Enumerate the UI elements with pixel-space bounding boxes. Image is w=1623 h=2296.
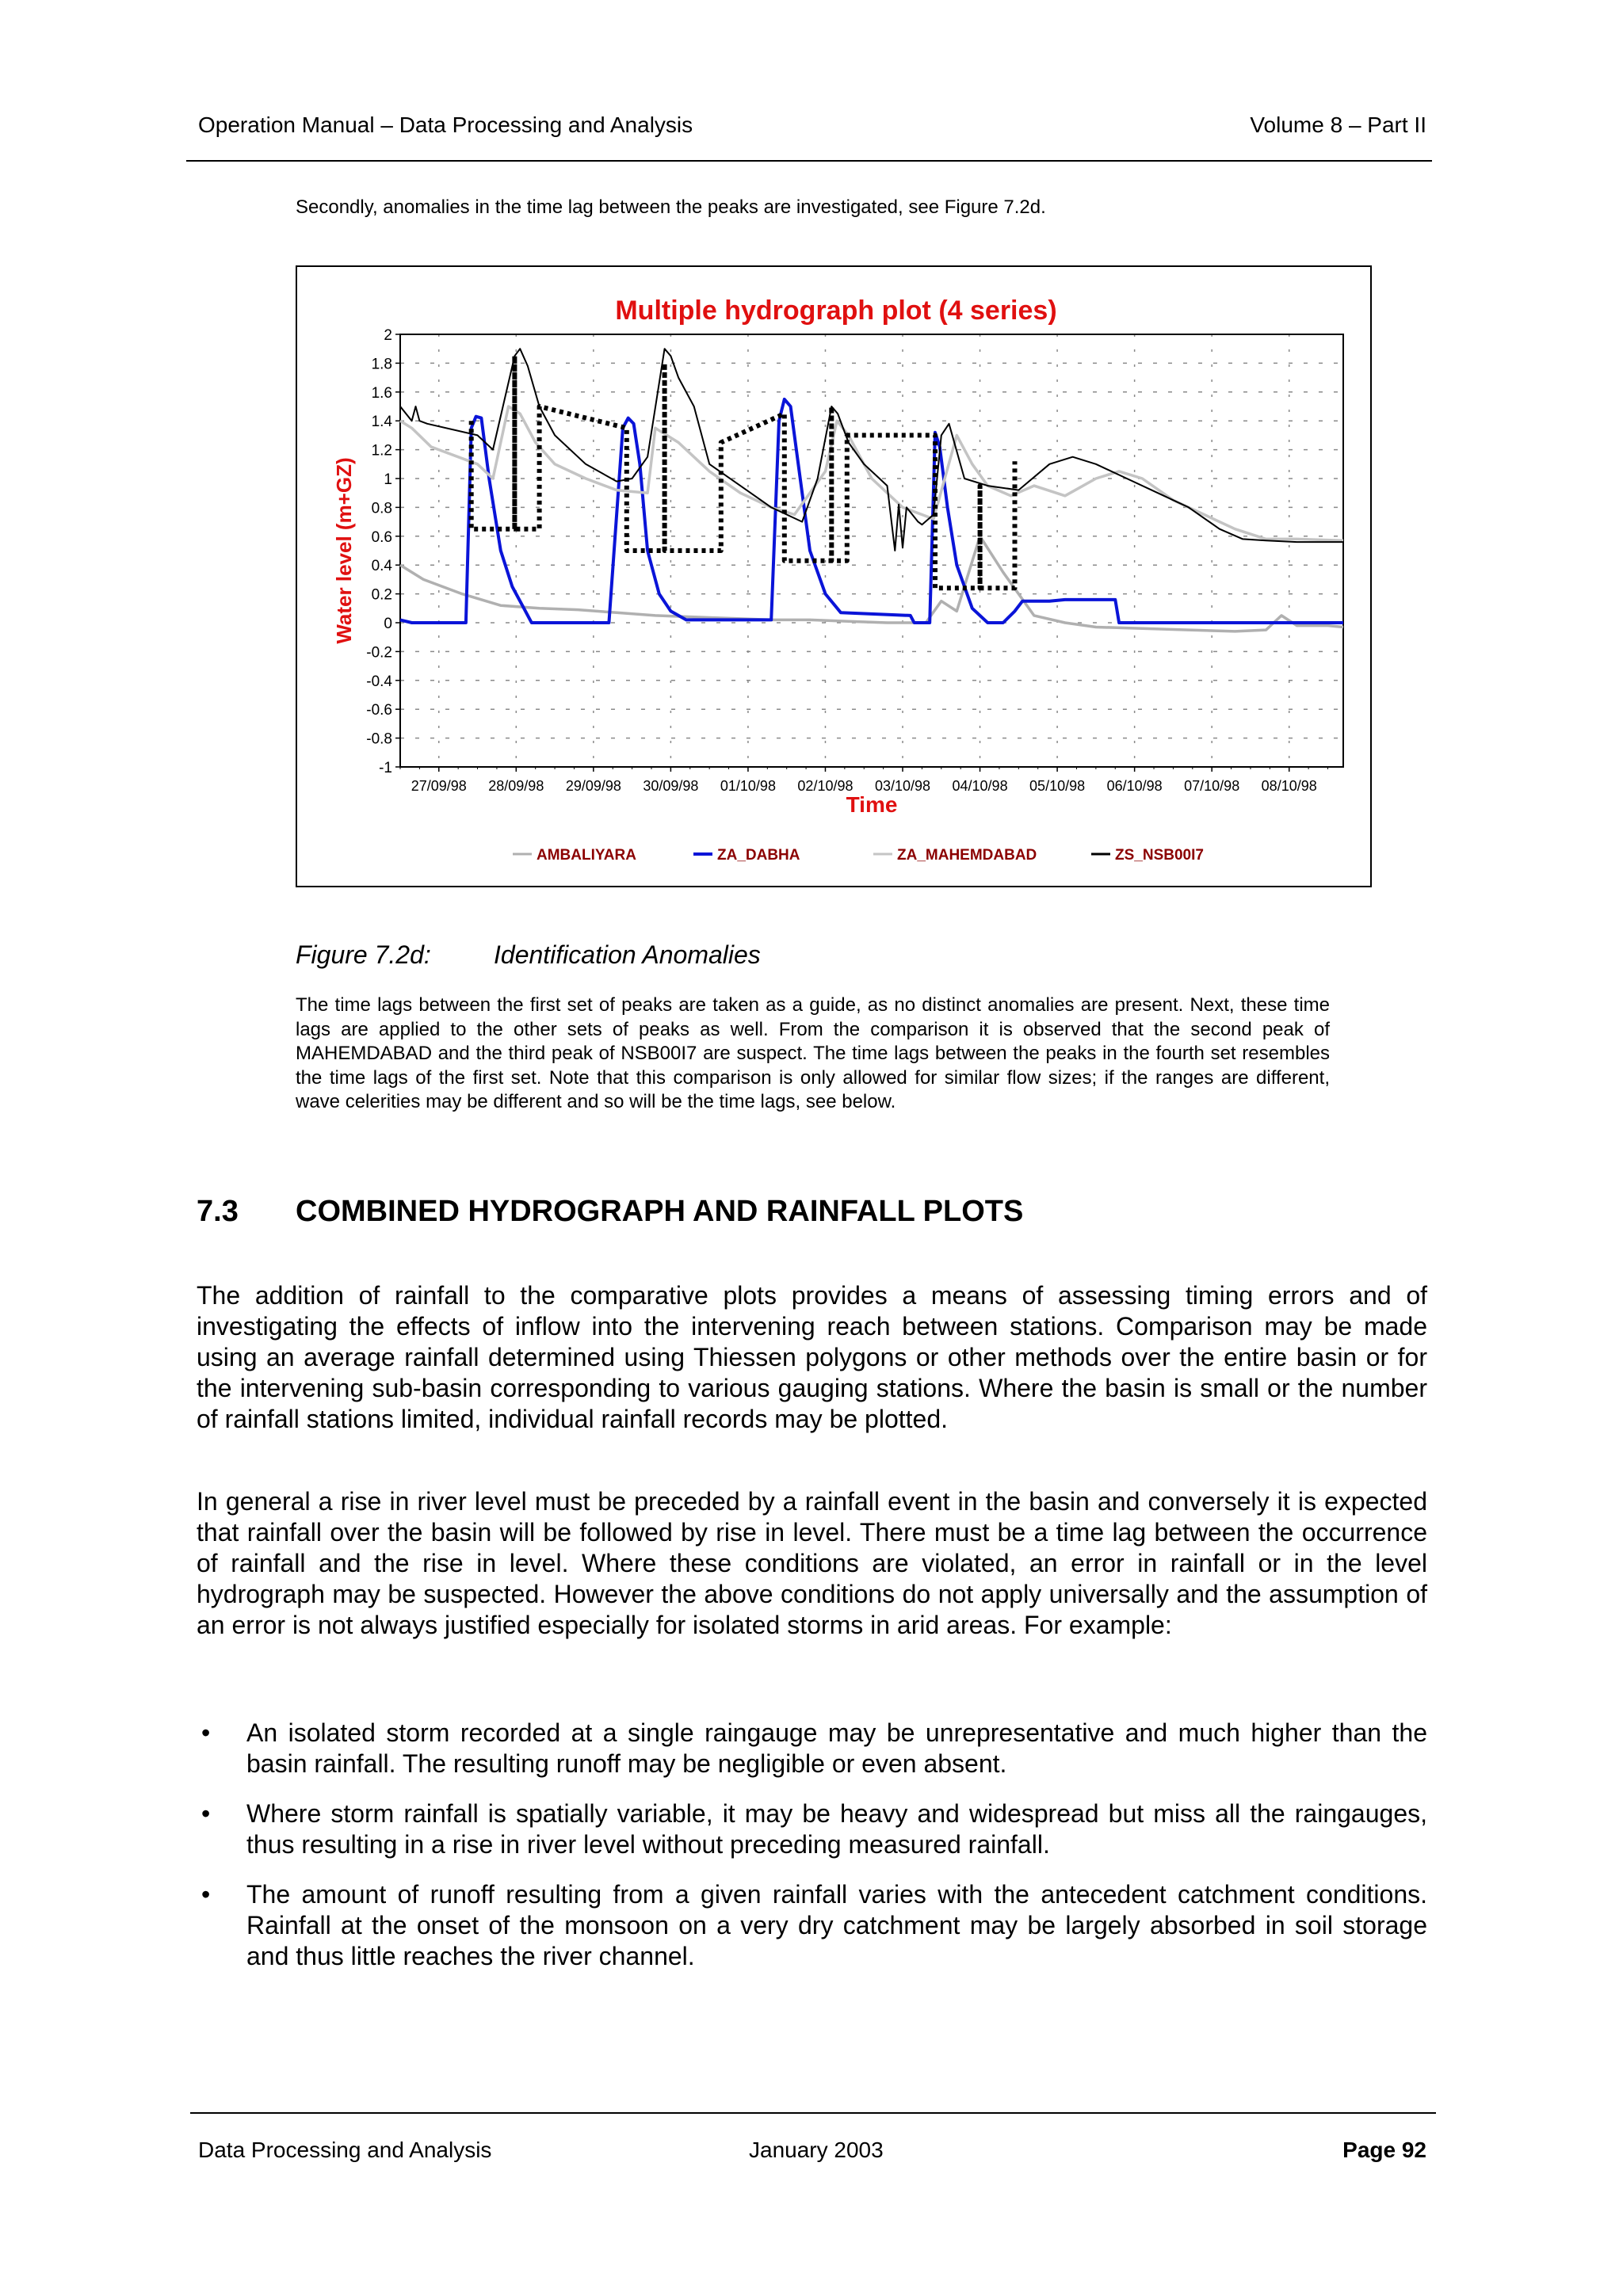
section-number: 7.3 xyxy=(197,1195,239,1228)
y-tick-label: -0.8 xyxy=(366,730,392,748)
x-tick-label: 29/09/98 xyxy=(565,778,621,794)
chart-legend xyxy=(513,847,1204,864)
series-line-ambaliyara xyxy=(400,536,1343,631)
y-tick-label: 1.2 xyxy=(371,442,392,460)
header-title: Operation Manual – Data Processing and Analysis xyxy=(198,113,693,137)
x-tick-label: 05/10/98 xyxy=(1029,778,1086,794)
footer-date: January 2003 xyxy=(749,2138,884,2162)
x-axis xyxy=(400,767,1327,794)
chart-grid xyxy=(400,334,1343,767)
y-tick-label: 1.4 xyxy=(371,414,392,431)
x-tick-label: 04/10/98 xyxy=(952,778,1008,794)
section-heading xyxy=(197,1195,1023,1229)
y-tick-label: 1.6 xyxy=(371,384,392,402)
x-tick-label: 02/10/98 xyxy=(797,778,854,794)
x-tick-label: 01/10/98 xyxy=(720,778,776,794)
bullet-glyph: • xyxy=(201,1718,211,1747)
x-tick-label: 03/10/98 xyxy=(874,778,931,794)
x-tick-label: 30/09/98 xyxy=(643,778,699,794)
series-line-za-mahemdabad xyxy=(400,406,1343,540)
y-tick-label: 0.4 xyxy=(371,558,392,575)
paragraph-1: The addition of rainfall to the comparative plots provides a means of assessing timing errors and of investigating the effects of inflow into the intervening reach between stations. Comparison may be made using an average rainfall determined using Thiessen polygons or other methods over the entire basin or for the intervening sub-basin corresponding to various gauging stations. Where the basin is small or the number of rainfall stations limited, individual rainfall records may be plotted. xyxy=(197,1281,1427,1433)
bullet-glyph: • xyxy=(201,1799,211,1828)
intro-text: Secondly, anomalies in the time lag between the peaks are investigated, see Figure 7.2d. xyxy=(296,196,1046,218)
bullet-text: An isolated storm recorded at a single raingauge may be unrepresentative and much higher than the basin rainfall. The resulting runoff may be negligible or even absent. xyxy=(246,1718,1427,1778)
chart-title: Multiple hydrograph plot (4 series) xyxy=(615,296,1057,326)
bullet-glyph: • xyxy=(201,1880,211,1909)
x-tick-label: 28/09/98 xyxy=(488,778,544,794)
y-tick-label: 1.8 xyxy=(371,356,392,373)
section-title: COMBINED HYDROGRAPH AND RAINFALL PLOTS xyxy=(296,1195,1024,1228)
y-tick-label: -1 xyxy=(379,760,392,776)
bullet-item-2 xyxy=(197,1798,1427,1860)
figure-description: The time lags between the first set of peaks are taken as a guide, as no distinct anomalies are present. Next, these time lags are applied to the other sets of peaks as well. From the comparison it is observed that the second peak of MAHEMDABAD and the third peak of NSB00I7 are suspect. The time lags between the peaks in the fourth set resembles the time lags of the first set. Note that this comparison is only allowed for similar flow sizes; if the ranges are different, wave celerities may be different and so will be the time lags, see below. xyxy=(296,994,1330,1112)
y-tick-label: -0.2 xyxy=(366,644,392,662)
footer-title: Data Processing and Analysis xyxy=(198,2138,492,2162)
y-tick-label: 0.6 xyxy=(371,528,392,546)
y-tick-label: 1 xyxy=(384,471,392,488)
hydrograph-chart xyxy=(296,265,1372,887)
bullet-list xyxy=(197,1718,1427,1991)
plot-area-frame xyxy=(400,334,1343,767)
y-tick-label: -0.6 xyxy=(366,702,392,719)
legend-label-za-mahemdabad: ZA_MAHEMDABAD xyxy=(897,847,1037,864)
y-tick-label: 0.2 xyxy=(371,586,392,604)
x-tick-label: 08/10/98 xyxy=(1261,778,1317,794)
chart-svg xyxy=(297,267,1370,886)
y-axis-label: Water level (m+GZ) xyxy=(332,457,356,644)
y-axis xyxy=(366,327,400,776)
bullet-item-1 xyxy=(197,1718,1427,1779)
x-tick-label: 07/10/98 xyxy=(1184,778,1240,794)
bullet-item-3 xyxy=(197,1879,1427,1972)
bullet-text: Where storm rainfall is spatially variable, it may be heavy and widespread but miss all the raingauges, thus resulting in a rise in river level without preceding measured rainfall. xyxy=(246,1799,1427,1859)
y-tick-label: 0.8 xyxy=(371,500,392,517)
header-rule xyxy=(186,160,1432,162)
footer-rule xyxy=(190,2112,1436,2114)
x-axis-label: Time xyxy=(846,792,898,817)
x-tick-label: 27/09/98 xyxy=(411,778,467,794)
legend-label-zs-nsb00i7: ZS_NSB00I7 xyxy=(1115,847,1204,864)
bullet-text: The amount of runoff resulting from a given rainfall varies with the antecedent catchment conditions. Rainfall at the onset of the monsoon on a very dry catchment may be largely absorbed in soil storage and thus little reaches the river channel. xyxy=(246,1880,1427,1970)
figure-caption-text: Identification Anomalies xyxy=(494,940,761,969)
page-number: Page 92 xyxy=(1342,2138,1426,2162)
legend-label-ambaliyara: AMBALIYARA xyxy=(537,847,636,864)
figure-caption-label: Figure 7.2d: xyxy=(296,940,431,969)
x-tick-label: 06/10/98 xyxy=(1106,778,1163,794)
y-tick-label: 0 xyxy=(384,616,392,632)
figure-caption xyxy=(296,940,761,970)
header-volume: Volume 8 – Part II xyxy=(1250,113,1426,137)
page-header xyxy=(198,113,1426,144)
y-tick-label: 2 xyxy=(384,327,392,344)
legend-label-za-dabha: ZA_DABHA xyxy=(717,847,800,864)
y-tick-label: -0.4 xyxy=(366,673,392,690)
chart-series xyxy=(400,349,1343,631)
paragraph-2: In general a rise in river level must be preceded by a rainfall event in the basin and conversely it is expected that rainfall over the basin will be followed by rise in level. There must be a time lag between the occurrence of rainfall and the rise in level. Where these conditions are violated, an error in rainfall or in the level hydrograph may be suspected. However the above conditions do not apply universally and the assumption of an error is not always justified especially for isolated storms in arid areas. For example: xyxy=(197,1487,1427,1639)
